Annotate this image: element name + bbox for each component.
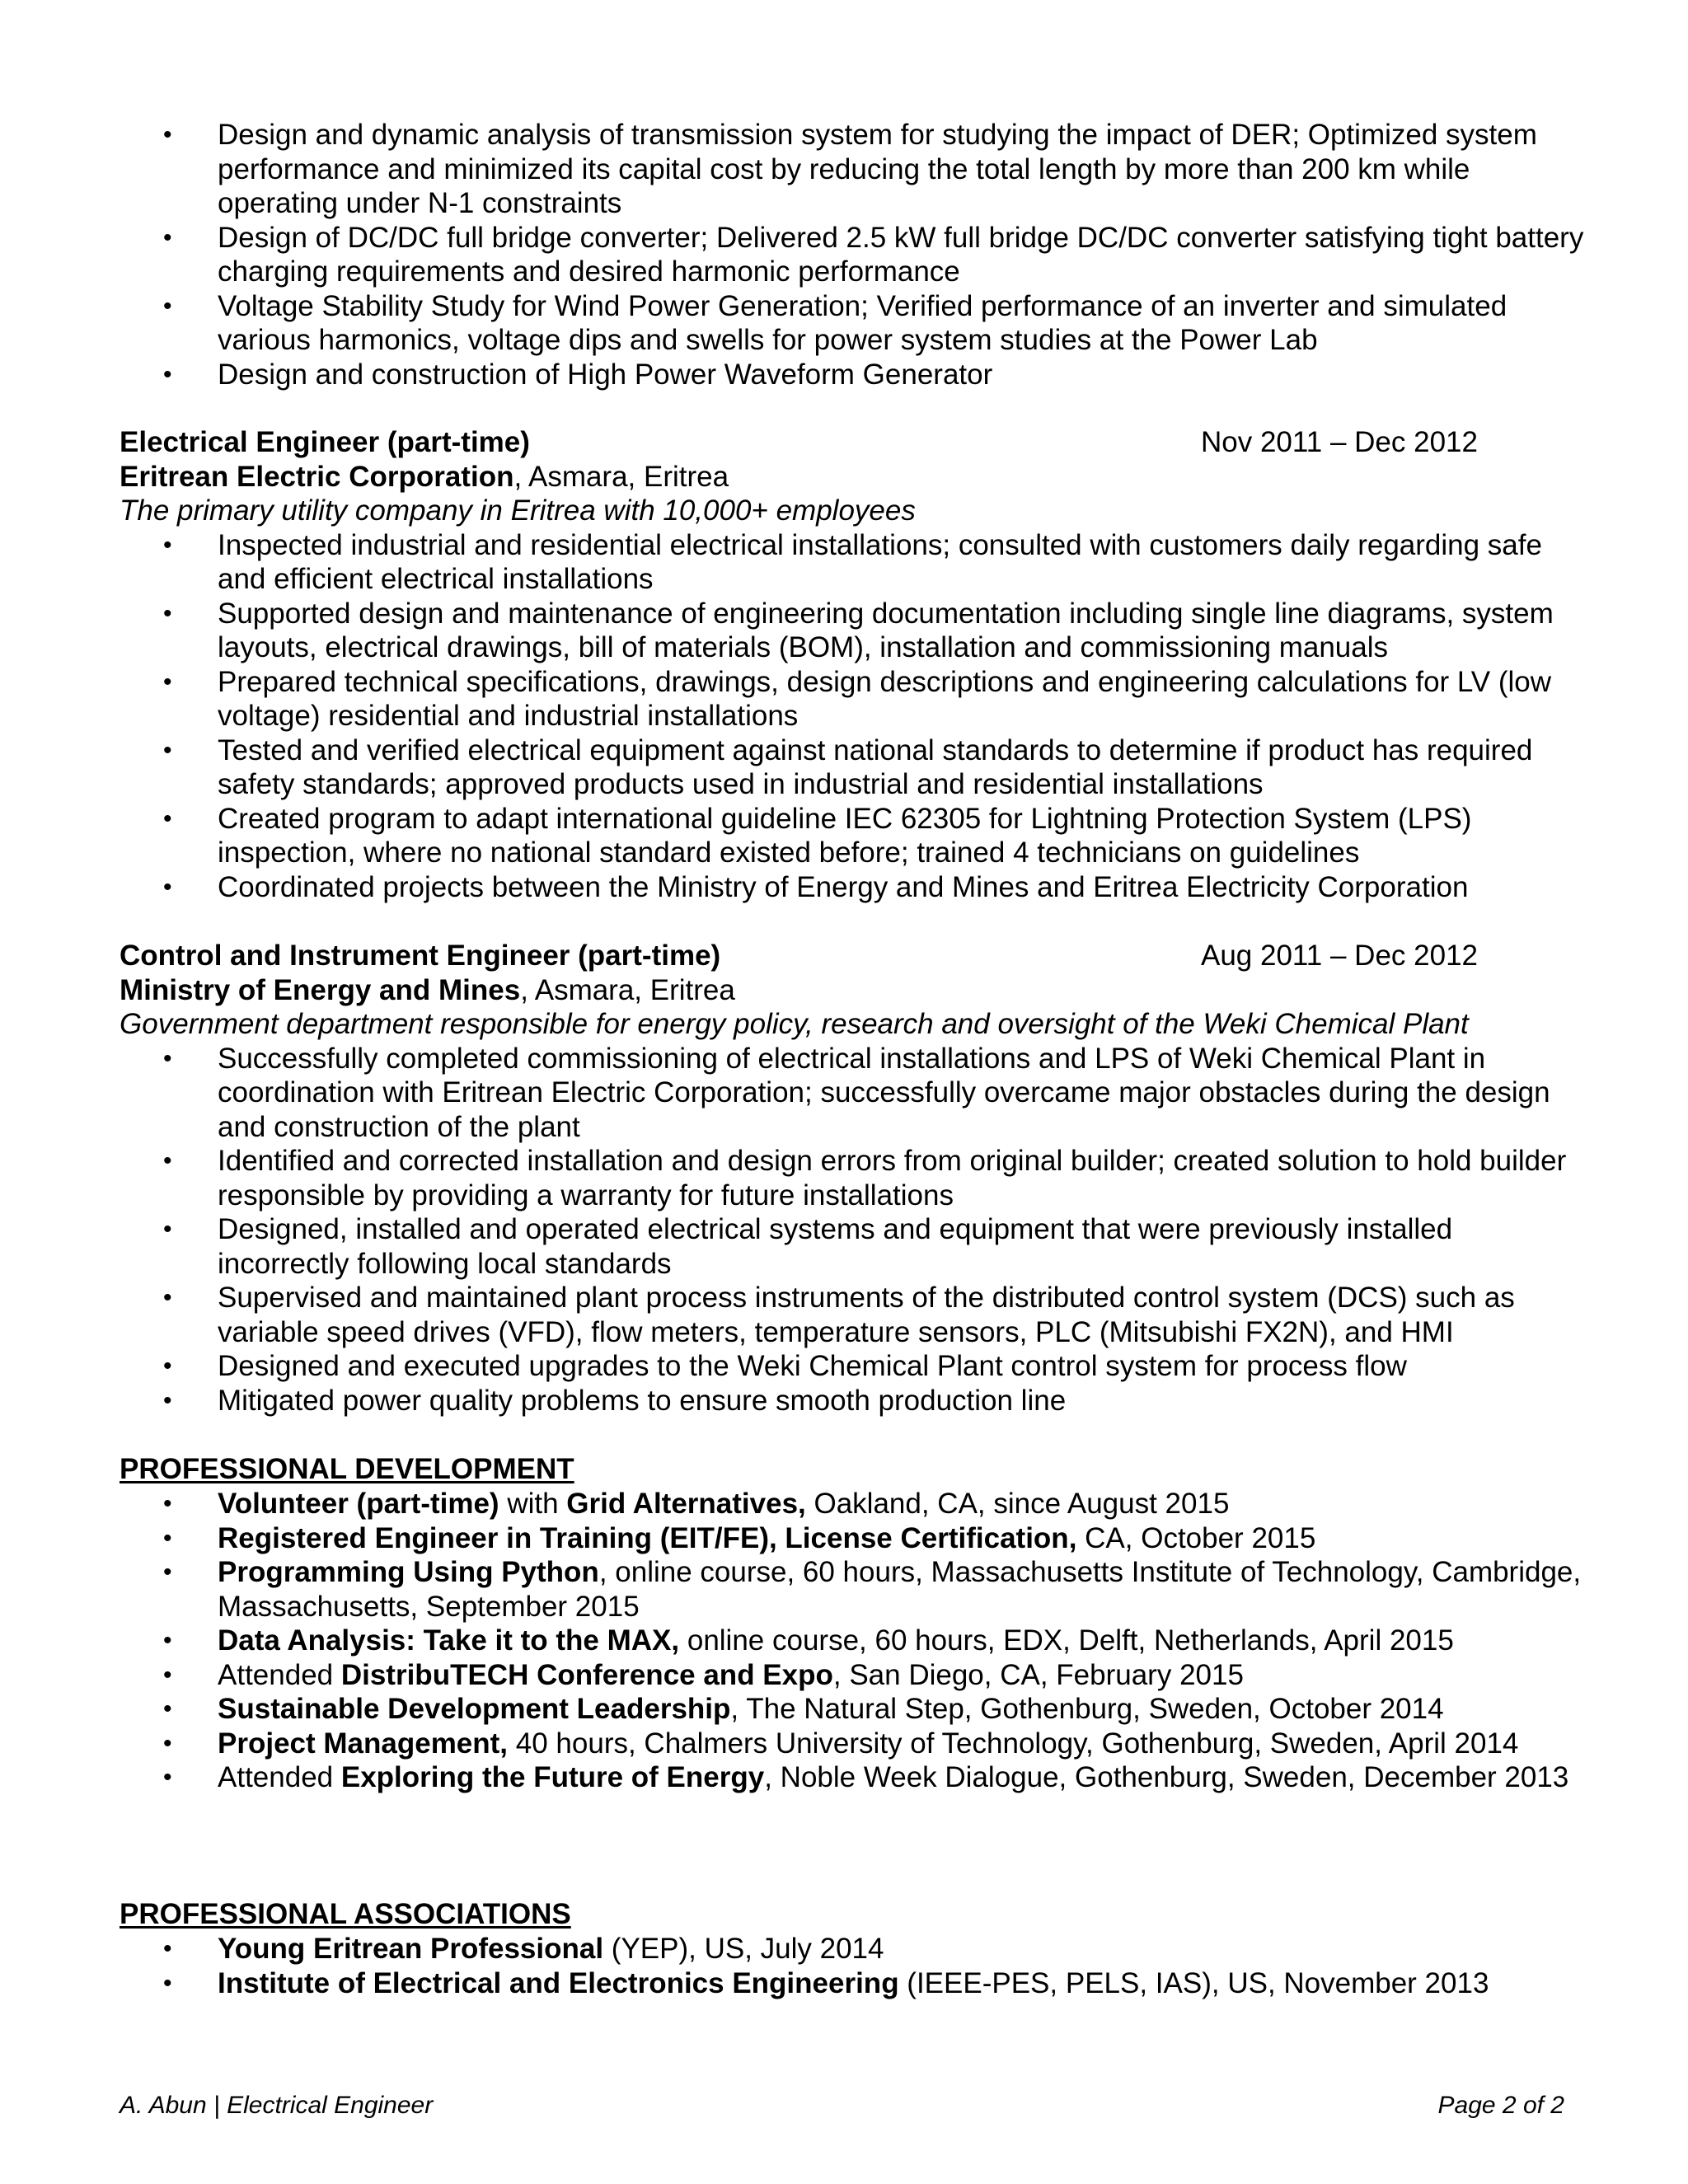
list-item: • Design and construction of High Power Waveform Generator <box>120 358 1587 392</box>
job-employer-line <box>120 460 1587 494</box>
professional-associations-list <box>120 1932 1587 2000</box>
list-item: • Project Management, 40 hours, Chalmers University of Technology, Gothenburg, Sweden, April 2014 <box>120 1727 1587 1761</box>
list-item: • Identified and corrected installation and design errors from original builder; created solution to hold builder responsible by providing a warranty for future installations <box>120 1144 1587 1212</box>
list-item: • Coordinated projects between the Ministry of Energy and Mines and Eritrea Electricity Corporation <box>120 870 1587 905</box>
employer-location: , Asmara, Eritrea <box>520 973 735 1006</box>
employer-description: The primary utility company in Eritrea with 10,000+ employees <box>120 494 916 527</box>
list-item: • Tested and verified electrical equipment against national standards to determine if product has required safety standards; approved products used in industrial and residential installations <box>120 733 1587 802</box>
list-item: • Data Analysis: Take it to the MAX, online course, 60 hours, EDX, Delft, Netherlands, April 2015 <box>120 1624 1587 1658</box>
job-entry-control-instrument-engineer <box>120 939 1587 1418</box>
list-item: • Attended DistribuTECH Conference and Expo, San Diego, CA, February 2015 <box>120 1658 1587 1693</box>
professional-development-list <box>120 1487 1587 1795</box>
footer-page-number: Page 2 of 2 <box>1437 2092 1564 2119</box>
list-item: • Mitigated power quality problems to ensure smooth production line <box>120 1384 1587 1418</box>
list-item: • Supported design and maintenance of engineering documentation including single line diagrams, system layouts, electrical drawings, bill of materials (BOM), installation and commissioning manuals <box>120 597 1587 665</box>
list-item: • Prepared technical specifications, drawings, design descriptions and engineering calculations for LV (low voltage) residential and industrial installations <box>120 665 1587 733</box>
employer-name: Eritrean Electric Corporation <box>120 460 514 493</box>
list-item: • Created program to adapt international guideline IEC 62305 for Lightning Protection System (LPS) inspection, where no national standard existed before; trained 4 technicians on guidelines <box>120 802 1587 870</box>
list-item: • Voltage Stability Study for Wind Power Generation; Verified performance of an inverter and simulated various harmonics, voltage dips and swells for power system studies at the Power Lab <box>120 289 1587 358</box>
job-title: Electrical Engineer (part-time) <box>120 426 530 458</box>
list-item: • Young Eritrean Professional (YEP), US, July 2014 <box>120 1932 1587 1966</box>
list-item: • Inspected industrial and residential electrical installations; consulted with customers daily regarding safe and efficient electrical installations <box>120 528 1587 597</box>
section-heading-professional-associations: PROFESSIONAL ASSOCIATIONS <box>120 1898 571 1930</box>
job-bullet-list <box>120 1042 1587 1418</box>
section-heading-professional-development: PROFESSIONAL DEVELOPMENT <box>120 1453 574 1485</box>
job-dates: Aug 2011 – Dec 2012 <box>1201 940 1479 972</box>
job-dates: Nov 2011 – Dec 2012 <box>1201 426 1478 458</box>
footer-author: A. Abun | Electrical Engineer <box>120 2092 434 2119</box>
list-item: • Programming Using Python, online course, 60 hours, Massachusetts Institute of Technology, Cambridge, Massachusetts, September 2015 <box>120 1555 1587 1624</box>
list-item: • Supervised and maintained plant process instruments of the distributed control system (DCS) such as variable speed drives (VFD), flow meters, temperature sensors, PLC (Mitsubishi FX2N), and HMI <box>120 1281 1587 1349</box>
job-title: Control and Instrument Engineer (part-time) <box>120 940 721 972</box>
list-item: • Design and dynamic analysis of transmission system for studying the impact of DER; Optimized system performance and minimized its capital cost by reducing the total length by more than 200 km while operating under N-1 constraints <box>120 118 1587 221</box>
employer-description: Government department responsible for energy policy, research and oversight of the Weki Chemical Plant <box>120 1008 1469 1040</box>
job-employer-line <box>120 973 1587 1008</box>
list-item: • Design of DC/DC full bridge converter; Delivered 2.5 kW full bridge DC/DC converter satisfying tight battery charging requirements and desired harmonic performance <box>120 221 1587 289</box>
list-item: • Successfully completed commissioning of electrical installations and LPS of Weki Chemical Plant in coordination with Eritrean Electric Corporation; successfully overcame major obstacles during the design and construction of the plant <box>120 1042 1587 1145</box>
list-item: • Institute of Electrical and Electronics Engineering (IEEE-PES, PELS, IAS), US, November 2013 <box>120 1966 1587 2001</box>
employer-name: Ministry of Energy and Mines <box>120 973 521 1006</box>
job-bullet-list <box>120 528 1587 905</box>
job-entry-electrical-engineer <box>120 425 1587 904</box>
list-item: • Volunteer (part-time) with Grid Alternatives, Oakland, CA, since August 2015 <box>120 1487 1587 1521</box>
project-bullet-list <box>120 118 1587 391</box>
employer-location: , Asmara, Eritrea <box>513 460 729 493</box>
list-item: • Attended Exploring the Future of Energy, Noble Week Dialogue, Gothenburg, Sweden, December 2013 <box>120 1760 1587 1795</box>
list-item: • Designed and executed upgrades to the Weki Chemical Plant control system for process flow <box>120 1349 1587 1384</box>
list-item: • Sustainable Development Leadership, The Natural Step, Gothenburg, Sweden, October 2014 <box>120 1692 1587 1727</box>
list-item: • Designed, installed and operated electrical systems and equipment that were previously installed incorrectly following local standards <box>120 1212 1587 1281</box>
list-item: • Registered Engineer in Training (EIT/FE), License Certification, CA, October 2015 <box>120 1521 1587 1556</box>
